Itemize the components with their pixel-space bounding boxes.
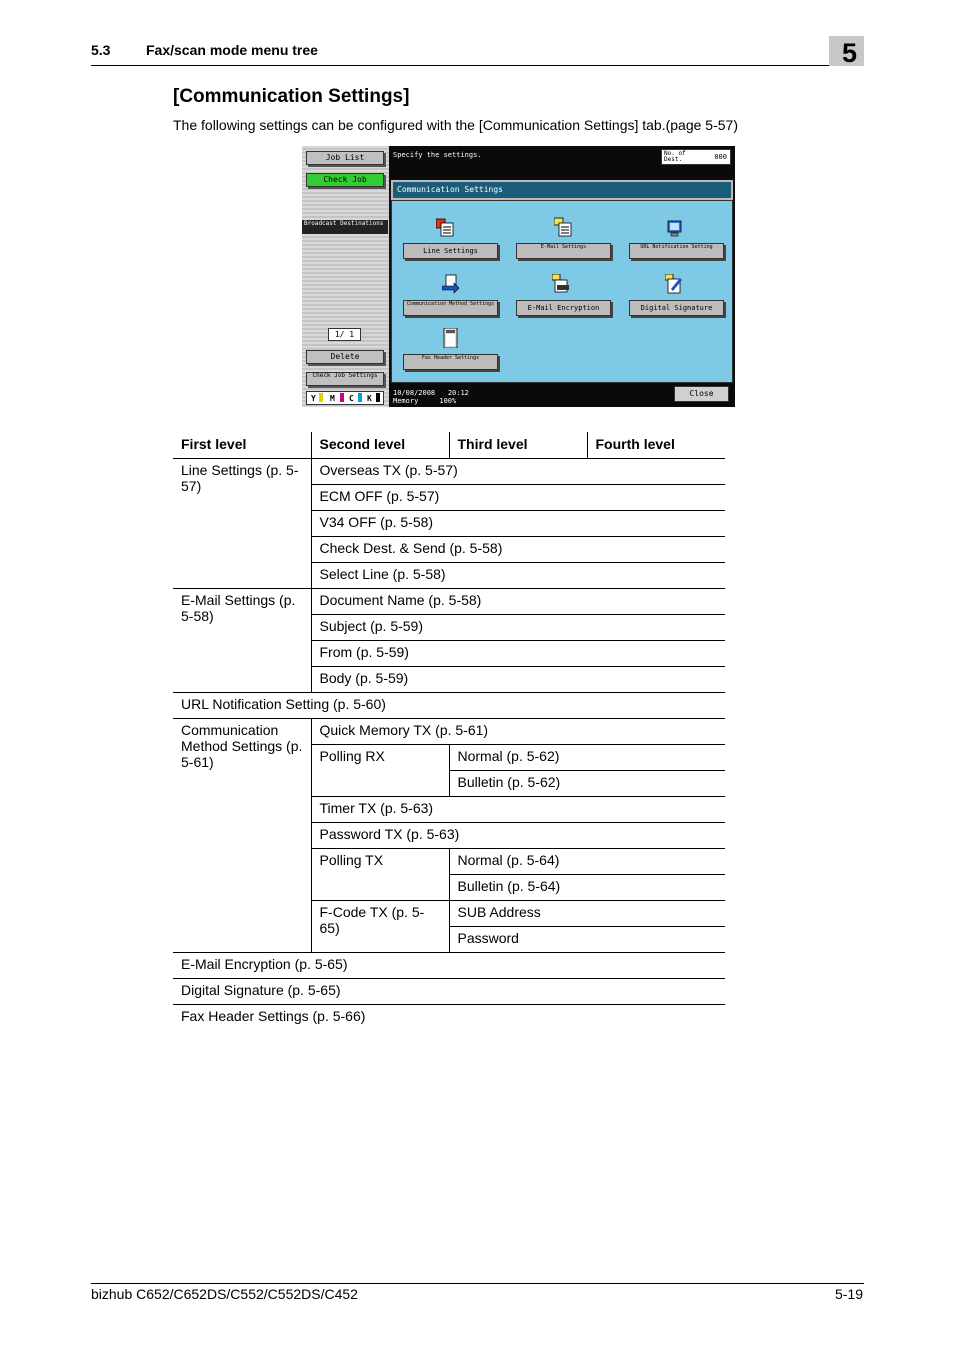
table-row: [173, 978, 725, 1004]
toner-bar-black: [376, 393, 380, 402]
page-heading: [Communication Settings]: [173, 86, 410, 107]
table-cell: From (p. 5-59): [311, 640, 725, 666]
memory-label: Memory: [393, 397, 419, 405]
header-rule: [91, 65, 864, 66]
fax-header-icon: [442, 328, 460, 348]
toner-label-c: C: [349, 394, 354, 403]
section-title: Fax/scan mode menu tree: [146, 42, 318, 58]
table-cell: Quick Memory TX (p. 5-61): [311, 718, 725, 744]
section-number: 5.3: [91, 42, 111, 58]
fax-header-settings-button[interactable]: Fax Header Settings: [403, 354, 498, 370]
toner-label-k: K: [367, 394, 372, 403]
line-settings-button[interactable]: Line Settings: [403, 243, 498, 259]
footer-page-number: 5-19: [834, 1286, 863, 1302]
date: 10/08/2008: [393, 389, 436, 397]
communication-method-button[interactable]: Communication Method Settings: [403, 300, 498, 316]
job-list-button[interactable]: Job List: [306, 151, 384, 165]
table-row: [173, 1004, 725, 1030]
check-job-settings-button[interactable]: Check Job Settings: [306, 372, 384, 386]
table-cell: Timer TX (p. 5-63): [311, 796, 725, 822]
broadcast-destinations-label: Broadcast Destinations: [302, 220, 388, 234]
digital-signature-button[interactable]: Digital Signature: [629, 300, 724, 316]
intro-text: The following settings can be configured with the [Communication Settings] tab.(page 5-57): [173, 117, 738, 133]
col-header-fourth: Fourth level: [587, 432, 725, 458]
table-cell: Document Name (p. 5-58): [311, 588, 725, 614]
page-counter: 1/ 1: [328, 328, 361, 341]
table-row: [173, 718, 725, 744]
footer-model: bizhub C652/C652DS/C552/C552DS/C452: [91, 1286, 358, 1302]
table-cell: Overseas TX (p. 5-57): [311, 458, 725, 484]
delete-button[interactable]: Delete: [306, 350, 384, 364]
table-cell: Polling RX: [311, 744, 449, 796]
digital-signature-icon: [665, 274, 683, 294]
table-cell: Subject (p. 5-59): [311, 614, 725, 640]
email-settings-button[interactable]: E-Mail Settings: [516, 243, 611, 259]
prompt-message: Specify the settings.: [393, 151, 482, 159]
time: 20:12: [447, 389, 469, 397]
toner-bar-cyan: [358, 393, 362, 402]
communication-method-icon: [442, 274, 460, 294]
toner-indicator: [306, 391, 384, 405]
toner-label-m: M: [330, 394, 335, 403]
table-cell: E-Mail Encryption (p. 5-65): [173, 952, 725, 978]
table-cell: F-Code TX (p. 5-65): [311, 900, 449, 952]
email-settings-icon: [554, 217, 572, 237]
table-cell: Normal (p. 5-62): [449, 744, 725, 770]
table-cell: Line Settings (p. 5-57): [173, 458, 311, 588]
url-notification-button[interactable]: URL Notification Setting: [629, 243, 724, 259]
control-panel-screenshot: [302, 146, 735, 407]
table-cell: Normal (p. 5-64): [449, 848, 725, 874]
table-cell: ECM OFF (p. 5-57): [311, 484, 725, 510]
check-job-button[interactable]: Check Job: [306, 173, 384, 187]
email-encryption-icon: [552, 274, 570, 294]
table-cell: Password: [449, 926, 725, 952]
destination-count-box: [661, 149, 731, 165]
table-cell: Communication Method Settings (p. 5-61): [173, 718, 311, 952]
table-cell: Bulletin (p. 5-62): [449, 770, 725, 796]
table-cell: V34 OFF (p. 5-58): [311, 510, 725, 536]
table-row: [173, 692, 725, 718]
table-cell: E-Mail Settings (p. 5-58): [173, 588, 311, 692]
col-header-first: First level: [173, 432, 311, 458]
destination-count: 000: [714, 153, 727, 161]
table-cell: Check Dest. & Send (p. 5-58): [311, 536, 725, 562]
table-cell: SUB Address: [449, 900, 725, 926]
memory-value: 100%: [439, 397, 457, 405]
table-header-row: [173, 432, 725, 458]
status-bar: [389, 383, 735, 407]
url-notification-icon: [665, 217, 683, 237]
menu-tree-table: [173, 432, 725, 1030]
footer-rule: [91, 1283, 864, 1284]
line-settings-icon: [436, 217, 454, 237]
table-row: [173, 588, 725, 614]
table-row: [173, 952, 725, 978]
col-header-second: Second level: [311, 432, 449, 458]
col-header-third: Third level: [449, 432, 587, 458]
message-area: [389, 146, 735, 179]
table-cell: Polling TX: [311, 848, 449, 900]
table-cell: URL Notification Setting (p. 5-60): [173, 692, 725, 718]
toner-bar-yellow: [319, 393, 323, 402]
toner-bar-magenta: [340, 393, 344, 402]
close-button[interactable]: Close: [674, 386, 729, 402]
tab-communication-settings[interactable]: Communication Settings: [391, 180, 733, 200]
settings-panel: [391, 200, 733, 383]
table-cell: Fax Header Settings (p. 5-66): [181, 1007, 366, 1024]
table-cell: Digital Signature (p. 5-65): [173, 978, 725, 1004]
table-cell: Password TX (p. 5-63): [311, 822, 725, 848]
toner-label-y: Y: [311, 394, 316, 403]
table-cell: Body (p. 5-59): [311, 666, 725, 692]
no-of-dest-label: No. of Dest.: [664, 150, 686, 163]
date-time: [393, 389, 469, 405]
table-row: [173, 458, 725, 484]
table-cell: Select Line (p. 5-58): [311, 562, 725, 588]
chapter-number: 5: [842, 38, 858, 68]
left-panel: [302, 146, 389, 407]
table-cell: Bulletin (p. 5-64): [449, 874, 725, 900]
email-encryption-button[interactable]: E-Mail Encryption: [516, 300, 611, 316]
